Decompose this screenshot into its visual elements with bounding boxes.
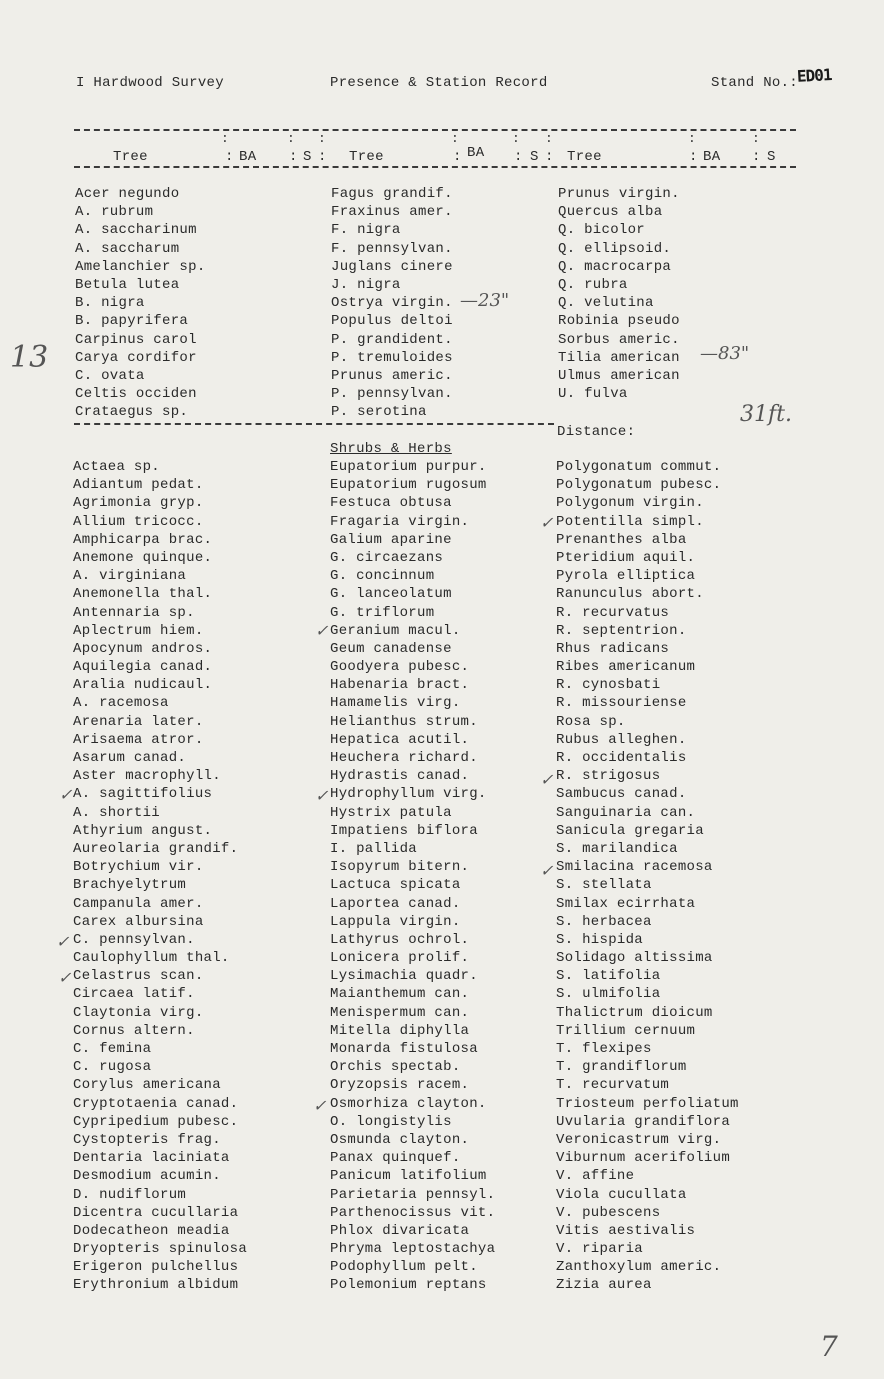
list-item: B. nigra bbox=[75, 295, 145, 312]
list-item: Hydrastis canad. bbox=[330, 768, 470, 785]
list-item: R. recurvatus bbox=[556, 604, 670, 621]
col-head-colon: : bbox=[514, 149, 523, 165]
list-item: T. grandiflorum bbox=[556, 1059, 687, 1076]
list-item: G. triflorum bbox=[330, 604, 435, 621]
list-item: Q. macrocarpa bbox=[558, 258, 672, 275]
list-item: Ostrya virgin. bbox=[331, 295, 453, 312]
list-item: G. lanceolatum bbox=[330, 586, 452, 603]
list-item: R. missouriense bbox=[556, 695, 687, 712]
list-item: Mitella diphylla bbox=[330, 1022, 470, 1039]
list-item: Viburnum acerifolium bbox=[556, 1150, 731, 1167]
check-mark-icon: ✓ bbox=[315, 621, 329, 640]
list-item: Dodecatheon meadia bbox=[73, 1222, 230, 1239]
list-item: Dicentra cucullaria bbox=[73, 1204, 239, 1221]
list-item: R. cynosbati bbox=[556, 677, 661, 694]
list-item: Laportea canad. bbox=[330, 895, 461, 912]
list-item: Uvularia grandiflora bbox=[556, 1113, 731, 1130]
column-divider: : bbox=[451, 131, 460, 146]
list-item: C. femina bbox=[73, 1041, 152, 1057]
list-item: Dryopteris spinulosa bbox=[73, 1241, 248, 1258]
list-item: S. herbacea bbox=[556, 913, 652, 930]
list-item: Fragaria virgin. bbox=[330, 513, 470, 530]
list-item: Lysimachia quadr. bbox=[330, 968, 478, 985]
list-item: Hepatica acutil. bbox=[330, 731, 470, 748]
list-item: Sanicula gregaria bbox=[556, 822, 704, 839]
list-item: A. sagittifolius bbox=[73, 786, 213, 803]
list-item: Celastrus scan. bbox=[73, 968, 204, 985]
record-title: Presence & Station Record bbox=[330, 75, 548, 91]
list-item: Athyrium angust. bbox=[73, 822, 213, 839]
list-item: Q. bicolor bbox=[558, 222, 646, 239]
list-item: Eupatorium rugosum bbox=[330, 477, 487, 494]
list-item: Prunus americ. bbox=[331, 367, 453, 384]
list-item: P. pennsylvan. bbox=[331, 386, 453, 403]
list-item: C. rugosa bbox=[73, 1059, 152, 1076]
list-item: Cornus altern. bbox=[73, 1022, 195, 1039]
list-item: Antennaria sp. bbox=[73, 604, 195, 621]
list-item: Carex albursina bbox=[73, 913, 204, 930]
col-head-ba: BA bbox=[239, 149, 257, 165]
header-rule-bottom bbox=[74, 166, 796, 168]
list-item: Parthenocissus vit. bbox=[330, 1204, 496, 1221]
list-item: Aquilegia canad. bbox=[73, 659, 213, 676]
column-divider: : bbox=[318, 131, 327, 146]
list-item: Actaea sp. bbox=[73, 459, 161, 475]
list-item: D. nudiflorum bbox=[73, 1186, 187, 1203]
column-divider: : bbox=[545, 131, 554, 146]
list-item: Anemone quinque. bbox=[73, 549, 213, 566]
list-item: Q. velutina bbox=[558, 295, 654, 312]
list-item: Lathyrus ochrol. bbox=[330, 931, 470, 948]
list-item: Amphicarpa brac. bbox=[73, 531, 213, 548]
list-item: G. concinnum bbox=[330, 568, 435, 585]
list-item: Campanula amer. bbox=[73, 895, 204, 912]
list-item: Parietaria pennsyl. bbox=[330, 1186, 496, 1203]
stand-number-stamp: ED01 bbox=[796, 65, 833, 86]
list-item: Pyrola elliptica bbox=[556, 568, 696, 585]
list-item: Zizia aurea bbox=[556, 1277, 652, 1294]
list-item: Podophyllum pelt. bbox=[330, 1259, 478, 1276]
list-item: S. stellata bbox=[556, 877, 652, 894]
trees-rule bbox=[74, 423, 554, 425]
list-item: V. pubescens bbox=[556, 1204, 661, 1221]
list-item: Lactuca spicata bbox=[330, 877, 461, 894]
list-item: A. shortii bbox=[73, 804, 161, 821]
list-item: U. fulva bbox=[558, 386, 628, 403]
list-item: Solidago altissima bbox=[556, 950, 713, 967]
list-item: Lappula virgin. bbox=[330, 913, 461, 930]
col-head-s: S bbox=[303, 149, 312, 165]
tree-list-col1 bbox=[75, 185, 206, 421]
list-item: S. ulmifolia bbox=[556, 986, 661, 1003]
list-item: A. virginiana bbox=[73, 568, 187, 585]
column-divider: : bbox=[752, 131, 761, 146]
list-item: Veronicastrum virg. bbox=[556, 1131, 722, 1148]
list-item: F. nigra bbox=[331, 222, 401, 239]
list-item: Phlox divaricata bbox=[330, 1222, 470, 1239]
col-head-ba: BA bbox=[467, 145, 485, 161]
list-item: Q. rubra bbox=[558, 276, 628, 293]
shrub-list-col1 bbox=[73, 458, 247, 1295]
list-item: Goodyera pubesc. bbox=[330, 659, 470, 676]
list-item: Ulmus american bbox=[558, 367, 680, 384]
col-head-colon: : bbox=[545, 149, 554, 165]
list-item: G. circaezans bbox=[330, 549, 444, 566]
list-item: Circaea latif. bbox=[73, 986, 195, 1003]
list-item: C. ovata bbox=[75, 367, 145, 384]
list-item: Osmunda clayton. bbox=[330, 1131, 470, 1148]
list-item: Pteridium aquil. bbox=[556, 549, 696, 566]
list-item: Maianthemum can. bbox=[330, 986, 470, 1003]
list-item: P. tremuloides bbox=[331, 349, 453, 366]
list-item: A. racemosa bbox=[73, 695, 169, 712]
list-item: Polygonum virgin. bbox=[556, 495, 704, 512]
list-item: Smilacina racemosa bbox=[556, 859, 713, 876]
shrubs-herbs-heading: Shrubs & Herbs bbox=[330, 441, 452, 457]
col-head-colon: : bbox=[453, 149, 462, 165]
list-item: Thalictrum dioicum bbox=[556, 1004, 713, 1021]
list-item: A. rubrum bbox=[75, 204, 154, 221]
list-item: Sambucus canad. bbox=[556, 786, 687, 803]
list-item: Crataegus sp. bbox=[75, 404, 189, 421]
list-item: Agrimonia gryp. bbox=[73, 495, 204, 512]
list-item: Galium aparine bbox=[330, 531, 452, 548]
list-item: F. pennsylvan. bbox=[331, 240, 453, 257]
list-item: Apocynum andros. bbox=[73, 640, 213, 657]
check-mark-icon: ✓ bbox=[59, 785, 73, 804]
column-divider: : bbox=[287, 131, 296, 146]
list-item: Adiantum pedat. bbox=[73, 477, 204, 494]
list-item: Fraxinus amer. bbox=[331, 204, 453, 221]
distance-handwritten-value: 31ft. bbox=[740, 402, 792, 427]
list-item: Erigeron pulchellus bbox=[73, 1259, 239, 1276]
survey-title: I Hardwood Survey bbox=[76, 75, 224, 91]
check-mark-icon: ✓ bbox=[313, 1096, 327, 1115]
col-head-tree: Tree bbox=[349, 149, 384, 165]
list-item: Panax quinquef. bbox=[330, 1150, 461, 1167]
list-item: Aster macrophyll. bbox=[73, 768, 221, 785]
check-mark-icon: ✓ bbox=[315, 786, 329, 805]
list-item: Geum canadense bbox=[330, 640, 452, 657]
list-item: Zanthoxylum americ. bbox=[556, 1259, 722, 1276]
col-head-colon: : bbox=[318, 149, 327, 165]
list-item: C. pennsylvan. bbox=[73, 931, 195, 948]
list-item: Prunus virgin. bbox=[558, 186, 680, 202]
list-item: Brachyelytrum bbox=[73, 877, 187, 894]
list-item: Eupatorium purpur. bbox=[330, 459, 487, 475]
list-item: Viola cucullata bbox=[556, 1186, 687, 1203]
list-item: R. strigosus bbox=[556, 768, 661, 785]
list-item: Erythronium albidum bbox=[73, 1277, 239, 1294]
list-item: Sanguinaria can. bbox=[556, 804, 696, 821]
list-item: Vitis aestivalis bbox=[556, 1222, 696, 1239]
list-item: Dentaria laciniata bbox=[73, 1150, 230, 1167]
list-item: Ribes americanum bbox=[556, 659, 696, 676]
check-mark-icon: ✓ bbox=[540, 770, 554, 789]
list-item: Impatiens biflora bbox=[330, 822, 478, 839]
list-item: Lonicera prolif. bbox=[330, 950, 470, 967]
list-item: Oryzopsis racem. bbox=[330, 1077, 470, 1094]
stand-label: Stand No.: bbox=[711, 75, 799, 91]
list-item: Isopyrum bitern. bbox=[330, 859, 470, 876]
shrub-list-col2 bbox=[330, 458, 495, 1295]
col-head-colon: : bbox=[689, 149, 698, 165]
col-head-colon: : bbox=[289, 149, 298, 165]
list-item: R. septentrion. bbox=[556, 622, 687, 639]
check-mark-icon: ✓ bbox=[56, 932, 70, 951]
list-item: O. longistylis bbox=[330, 1113, 452, 1130]
list-item: Osmorhiza clayton. bbox=[330, 1095, 487, 1112]
list-item: Aralia nudicaul. bbox=[73, 677, 213, 694]
col-head-colon: : bbox=[752, 149, 761, 165]
list-item: B. papyrifera bbox=[75, 313, 189, 330]
list-item: Celtis occiden bbox=[75, 386, 197, 403]
list-item: Caulophyllum thal. bbox=[73, 950, 230, 967]
check-mark-icon: ✓ bbox=[58, 968, 72, 987]
list-item: Polygonatum commut. bbox=[556, 459, 722, 475]
list-item: Robinia pseudo bbox=[558, 313, 680, 330]
list-item: Fagus grandif. bbox=[331, 186, 453, 202]
list-item: A. saccharinum bbox=[75, 222, 197, 239]
column-divider: : bbox=[221, 131, 230, 146]
list-item: Potentilla simpl. bbox=[556, 513, 704, 530]
col-head-s: S bbox=[767, 149, 776, 165]
shrub-list-col3 bbox=[556, 458, 739, 1295]
list-item: Menispermum can. bbox=[330, 1004, 470, 1021]
list-item: Habenaria bract. bbox=[330, 677, 470, 694]
list-item: Heuchera richard. bbox=[330, 750, 478, 766]
col-head-ba: BA bbox=[703, 149, 721, 165]
list-item: Corylus americana bbox=[73, 1077, 221, 1094]
list-item: Desmodium acumin. bbox=[73, 1168, 221, 1185]
list-item: T. recurvatum bbox=[556, 1077, 670, 1094]
list-item: S. latifolia bbox=[556, 968, 661, 985]
list-item: Prenanthes alba bbox=[556, 531, 687, 548]
list-item: Acer negundo bbox=[75, 186, 180, 202]
list-item: Hystrix patula bbox=[330, 804, 452, 821]
distance-label: Distance: bbox=[557, 424, 636, 440]
list-item: Sorbus americ. bbox=[558, 331, 680, 348]
tilia-handwritten-note: —83" bbox=[700, 343, 750, 364]
col-head-tree: Tree bbox=[113, 149, 148, 165]
col-head-colon: : bbox=[225, 149, 234, 165]
list-item: Arisaema atror. bbox=[73, 731, 204, 748]
list-item: S. marilandica bbox=[556, 840, 678, 857]
list-item: Rhus radicans bbox=[556, 640, 670, 657]
list-item: Cypripedium pubesc. bbox=[73, 1113, 239, 1130]
list-item: T. flexipes bbox=[556, 1041, 652, 1057]
list-item: V. riparia bbox=[556, 1241, 644, 1258]
list-item: Populus deltoi bbox=[331, 313, 453, 330]
page-handwritten-mark: 7 bbox=[820, 1330, 838, 1363]
ostrya-handwritten-note: —23" bbox=[460, 290, 510, 311]
list-item: Quercus alba bbox=[558, 204, 663, 221]
list-item: Claytonia virg. bbox=[73, 1004, 204, 1021]
list-item: Triosteum perfoliatum bbox=[556, 1095, 739, 1112]
list-item: R. occidentalis bbox=[556, 750, 687, 766]
list-item: Q. ellipsoid. bbox=[558, 240, 672, 257]
list-item: Aplectrum hiem. bbox=[73, 622, 204, 639]
tree-list-col2 bbox=[331, 185, 453, 421]
list-item: Helianthus strum. bbox=[330, 713, 478, 730]
list-item: Orchis spectab. bbox=[330, 1059, 461, 1076]
column-divider: : bbox=[512, 131, 521, 146]
list-item: Phryma leptostachya bbox=[330, 1241, 496, 1258]
list-item: V. affine bbox=[556, 1168, 635, 1185]
column-divider: : bbox=[688, 131, 697, 146]
list-item: Monarda fistulosa bbox=[330, 1041, 478, 1057]
list-item: P. grandident. bbox=[331, 331, 453, 348]
list-item: Rosa sp. bbox=[556, 713, 626, 730]
list-item: Carya cordifor bbox=[75, 349, 197, 366]
list-item: Asarum canad. bbox=[73, 750, 187, 766]
list-item: Rubus alleghen. bbox=[556, 731, 687, 748]
col-head-tree: Tree bbox=[567, 149, 602, 165]
list-item: A. saccharum bbox=[75, 240, 180, 257]
list-item: Ranunculus abort. bbox=[556, 586, 704, 603]
list-item: Betula lutea bbox=[75, 276, 180, 293]
list-item: Cryptotaenia canad. bbox=[73, 1095, 239, 1112]
list-item: J. nigra bbox=[331, 276, 401, 293]
list-item: P. serotina bbox=[331, 404, 427, 421]
list-item: Polemonium reptans bbox=[330, 1277, 487, 1294]
list-item: S. hispida bbox=[556, 931, 644, 948]
list-item: Aureolaria grandif. bbox=[73, 840, 239, 857]
list-item: Cystopteris frag. bbox=[73, 1131, 221, 1148]
check-mark-icon: ✓ bbox=[540, 513, 554, 532]
list-item: Hamamelis virg. bbox=[330, 695, 461, 712]
list-item: Tilia american bbox=[558, 349, 680, 366]
list-item: Juglans cinere bbox=[331, 258, 453, 275]
list-item: Polygonatum pubesc. bbox=[556, 477, 722, 494]
list-item: I. pallida bbox=[330, 840, 418, 857]
list-item: Allium tricocc. bbox=[73, 513, 204, 530]
list-item: Botrychium vir. bbox=[73, 859, 204, 876]
list-item: Carpinus carol bbox=[75, 331, 197, 348]
check-mark-icon: ✓ bbox=[540, 861, 554, 880]
list-item: Smilax ecirrhata bbox=[556, 895, 696, 912]
list-item: Amelanchier sp. bbox=[75, 258, 206, 275]
list-item: Arenaria later. bbox=[73, 713, 204, 730]
list-item: Hydrophyllum virg. bbox=[330, 786, 487, 803]
margin-handwritten-number: 13 bbox=[10, 340, 49, 375]
list-item: Geranium macul. bbox=[330, 622, 461, 639]
list-item: Anemonella thal. bbox=[73, 586, 213, 603]
list-item: Trillium cernuum bbox=[556, 1022, 696, 1039]
col-head-s: S bbox=[530, 149, 539, 165]
list-item: Festuca obtusa bbox=[330, 495, 452, 512]
list-item: Panicum latifolium bbox=[330, 1168, 487, 1185]
tree-list-col3 bbox=[558, 185, 680, 403]
